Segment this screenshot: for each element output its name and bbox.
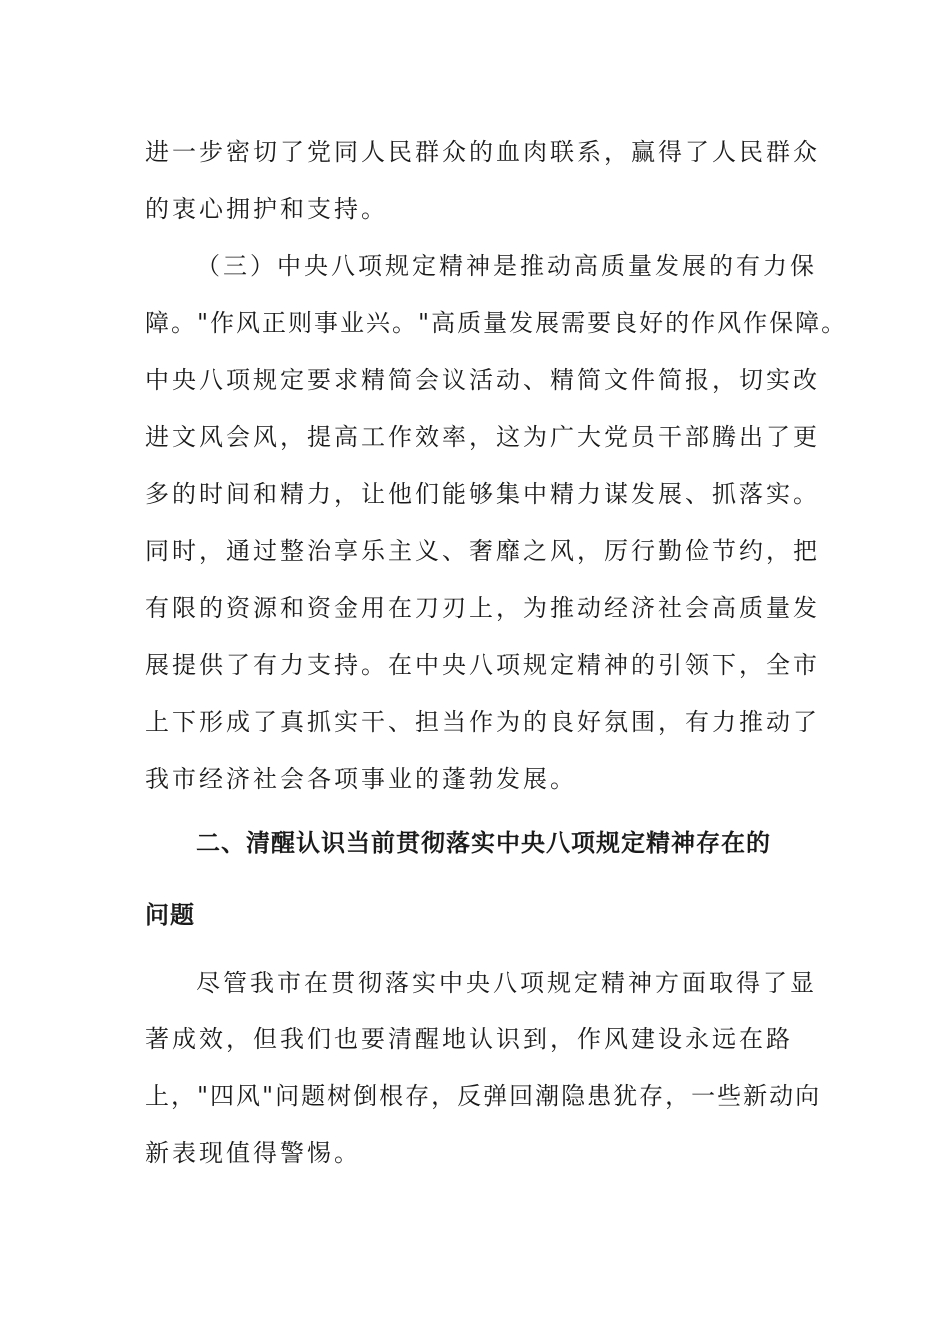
paragraph-3-line-2: 著成效，但我们也要清醒地认识到，作风建设永远在路 <box>145 1025 793 1053</box>
paragraph-2-line-5: 多的时间和精力，让他们能够集中精力谋发展、抓落实。 <box>145 480 820 508</box>
paragraph-3-line-4: 新表现值得警惕。 <box>145 1139 361 1167</box>
paragraph-2-line-8: 展提供了有力支持。在中央八项规定精神的引领下，全市 <box>145 651 820 679</box>
paragraph-1-line-1: 进一步密切了党同人民群众的血肉联系，赢得了人民群众 <box>145 138 820 166</box>
paragraph-2-line-1: （三）中央八项规定精神是推动高质量发展的有力保 <box>196 252 817 280</box>
paragraph-2-line-6: 同时，通过整治享乐主义、奢靡之风，厉行勤俭节约，把 <box>145 537 820 565</box>
paragraph-2-line-2: 障。"作风正则事业兴。"高质量发展需要良好的作风作保障。 <box>145 309 848 337</box>
paragraph-2-line-7: 有限的资源和资金用在刀刃上，为推动经济社会高质量发 <box>145 594 820 622</box>
paragraph-2-line-9: 上下形成了真抓实干、担当作为的良好氛围，有力推动了 <box>145 708 820 736</box>
section-heading-line-2: 问题 <box>145 901 195 929</box>
paragraph-1-line-2: 的衷心拥护和支持。 <box>145 195 388 223</box>
paragraph-3-line-1: 尽管我市在贯彻落实中央八项规定精神方面取得了显 <box>196 969 817 997</box>
paragraph-3-line-3: 上，"四风"问题树倒根存，反弹回潮隐患犹存，一些新动向 <box>145 1082 822 1110</box>
paragraph-2-line-4: 进文风会风，提高工作效率，这为广大党员干部腾出了更 <box>145 423 820 451</box>
paragraph-2-line-10: 我市经济社会各项事业的蓬勃发展。 <box>145 765 577 793</box>
paragraph-2-line-3: 中央八项规定要求精简会议活动、精简文件简报，切实改 <box>145 366 820 394</box>
section-heading-line-1: 二、清醒认识当前贯彻落实中央八项规定精神存在的 <box>196 829 771 857</box>
